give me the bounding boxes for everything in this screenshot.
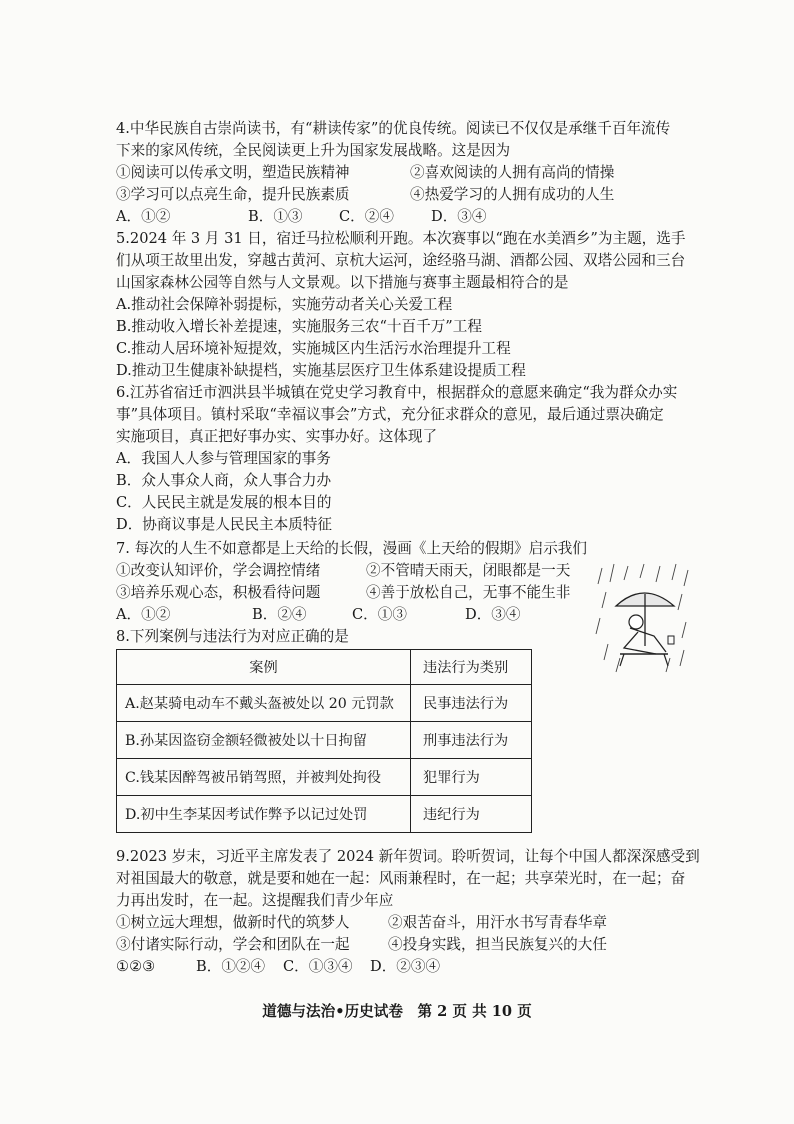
q7-option-4: ④善于放松自己，无事不能生非 bbox=[366, 584, 571, 601]
q7-choice-d: D．③④ bbox=[465, 606, 521, 623]
table-cell-category: 违纪行为 bbox=[411, 796, 532, 833]
table-row bbox=[117, 722, 532, 759]
table-row bbox=[117, 796, 532, 833]
table-cell-category: 民事违法行为 bbox=[411, 685, 532, 722]
q9-stem-line3: 力再出发时，在一起。这提醒我们青少年应 bbox=[116, 892, 394, 909]
page-footer: 道德与法治•历史试卷 第 2 页 共 10 页 bbox=[262, 1003, 532, 1020]
q5-option-d: D.推动卫生健康补缺提档，实施基层医疗卫生体系建设提质工程 bbox=[116, 362, 526, 379]
table-header-row bbox=[117, 650, 532, 685]
q7-option-2: ②不管晴天雨天，闭眼都是一天 bbox=[366, 562, 571, 579]
q5-option-b: B.推动收入增长补差提速，实施服务三农“十百千万”工程 bbox=[116, 318, 482, 335]
q8-case-table bbox=[116, 649, 532, 833]
table-header-category: 违法行为类别 bbox=[411, 650, 532, 685]
q9-option-4: ④投身实践，担当民族复兴的大任 bbox=[388, 936, 607, 953]
table-cell-case: B.孙某因盗窃金额轻微被处以十日拘留 bbox=[117, 722, 411, 759]
q6-stem-line1: 6.江苏省宿迁市泗洪县半城镇在党史学习教育中，根据群众的意愿来确定“我为群众办实 bbox=[116, 384, 678, 401]
q9-stem-line1: 9.2023 岁末，习近平主席发表了 2024 新年贺词。聆听贺词，让每个中国人都深深感受到 bbox=[116, 848, 700, 865]
q9-choice-d: D．②③④ bbox=[370, 958, 441, 975]
q5-option-c: C.推动人居环境补短提效，实施城区内生活污水治理提升工程 bbox=[116, 340, 511, 357]
q4-stem-line2: 下来的家风传统，全民阅读更上升为国家发展战略。这是因为 bbox=[116, 142, 511, 159]
q6-option-a: A．我国人人参与管理国家的事务 bbox=[116, 450, 331, 467]
q9-choice-c: C．①③④ bbox=[283, 958, 353, 975]
q5-stem-line2: 们从项王故里出发，穿越古黄河、京杭大运河，途经骆马湖、酒都公园、双塔公园和三台 bbox=[116, 252, 686, 269]
q4-option-4: ④热爱学习的人拥有成功的人生 bbox=[410, 186, 615, 203]
q6-stem-line2: 事”具体项目。镇村采取“幸福议事会”方式，充分征求群众的意见，最后通过票决确定 bbox=[116, 406, 664, 423]
q7-choice-b: B．②④ bbox=[252, 606, 307, 623]
q9-option-1: ①树立远大理想，做新时代的筑梦人 bbox=[116, 914, 350, 931]
q4-choice-a: A．①② bbox=[116, 208, 171, 225]
q7-option-1: ①改变认知评价，学会调控情绪 bbox=[116, 562, 321, 579]
q4-option-1: ①阅读可以传承文明，塑造民族精神 bbox=[116, 164, 350, 181]
table-cell-case: C.钱某因醉驾被吊销驾照，并被判处拘役 bbox=[117, 759, 411, 796]
q7-stem: 7. 每次的人生不如意都是上天给的长假，漫画《上天给的假期》启示我们 bbox=[116, 540, 587, 557]
q5-stem-line1: 5.2024 年 3 月 31 日，宿迁马拉松顺利开跑。本次赛事以“跑在水美酒乡”为主题，选手 bbox=[116, 230, 686, 247]
q7-option-3: ③培养乐观心态，积极看待问题 bbox=[116, 584, 321, 601]
q9-option-3: ③付诸实际行动，学会和团队在一起 bbox=[116, 936, 350, 953]
q4-choice-d: D．③④ bbox=[431, 208, 487, 225]
q8-stem: 8.下列案例与违法行为对应正确的是 bbox=[116, 628, 349, 645]
q9-stem-line2: 对祖国最大的敬意，就是要和她在一起：风雨兼程时，在一起；共享荣光时，在一起；奋 bbox=[116, 870, 686, 887]
q9-choice-a: ①②③ bbox=[116, 958, 156, 975]
q6-option-c: C．人民民主就是发展的根本目的 bbox=[116, 494, 332, 511]
table-cell-case: D.初中生李某因考试作弊予以记过处罚 bbox=[117, 796, 411, 833]
q4-choice-c: C．②④ bbox=[339, 208, 394, 225]
table-row bbox=[117, 759, 532, 796]
q7-choice-c: C．①③ bbox=[352, 606, 407, 623]
q9-choice-b: B．①②④ bbox=[196, 958, 266, 975]
table-cell-category: 犯罪行为 bbox=[411, 759, 532, 796]
table-cell-case: A.赵某骑电动车不戴头盔被处以 20 元罚款 bbox=[117, 685, 411, 722]
q6-stem-line3: 实施项目，真正把好事办实、实事办好。这体现了 bbox=[116, 428, 438, 445]
table-row bbox=[117, 685, 532, 722]
table-cell-category: 刑事违法行为 bbox=[411, 722, 532, 759]
q5-option-a: A.推动社会保障补弱提标，实施劳动者关心关爱工程 bbox=[116, 296, 453, 313]
q5-stem-line3: 山国家森林公园等自然与人文景观。以下措施与赛事主题最相符合的是 bbox=[116, 274, 569, 291]
q6-option-b: B．众人事众人商，众人事合力办 bbox=[116, 472, 332, 489]
table-header-case: 案例 bbox=[117, 650, 411, 685]
q9-option-2: ②艰苦奋斗，用汗水书写青春华章 bbox=[388, 914, 607, 931]
q4-choice-b: B．①③ bbox=[248, 208, 303, 225]
q7-choice-a: A．①② bbox=[116, 606, 171, 623]
q6-option-d: D．协商议事是人民民主本质特征 bbox=[116, 516, 333, 533]
q4-option-2: ②喜欢阅读的人拥有高尚的情操 bbox=[410, 164, 615, 181]
q4-option-3: ③学习可以点亮生命，提升民族素质 bbox=[116, 186, 350, 203]
cartoon-rain-holiday-image bbox=[594, 562, 694, 677]
q4-stem-line1: 4.中华民族自古崇尚读书，有“耕读传家”的优良传统。阅读已不仅仅是承继千百年流传 bbox=[116, 120, 671, 137]
